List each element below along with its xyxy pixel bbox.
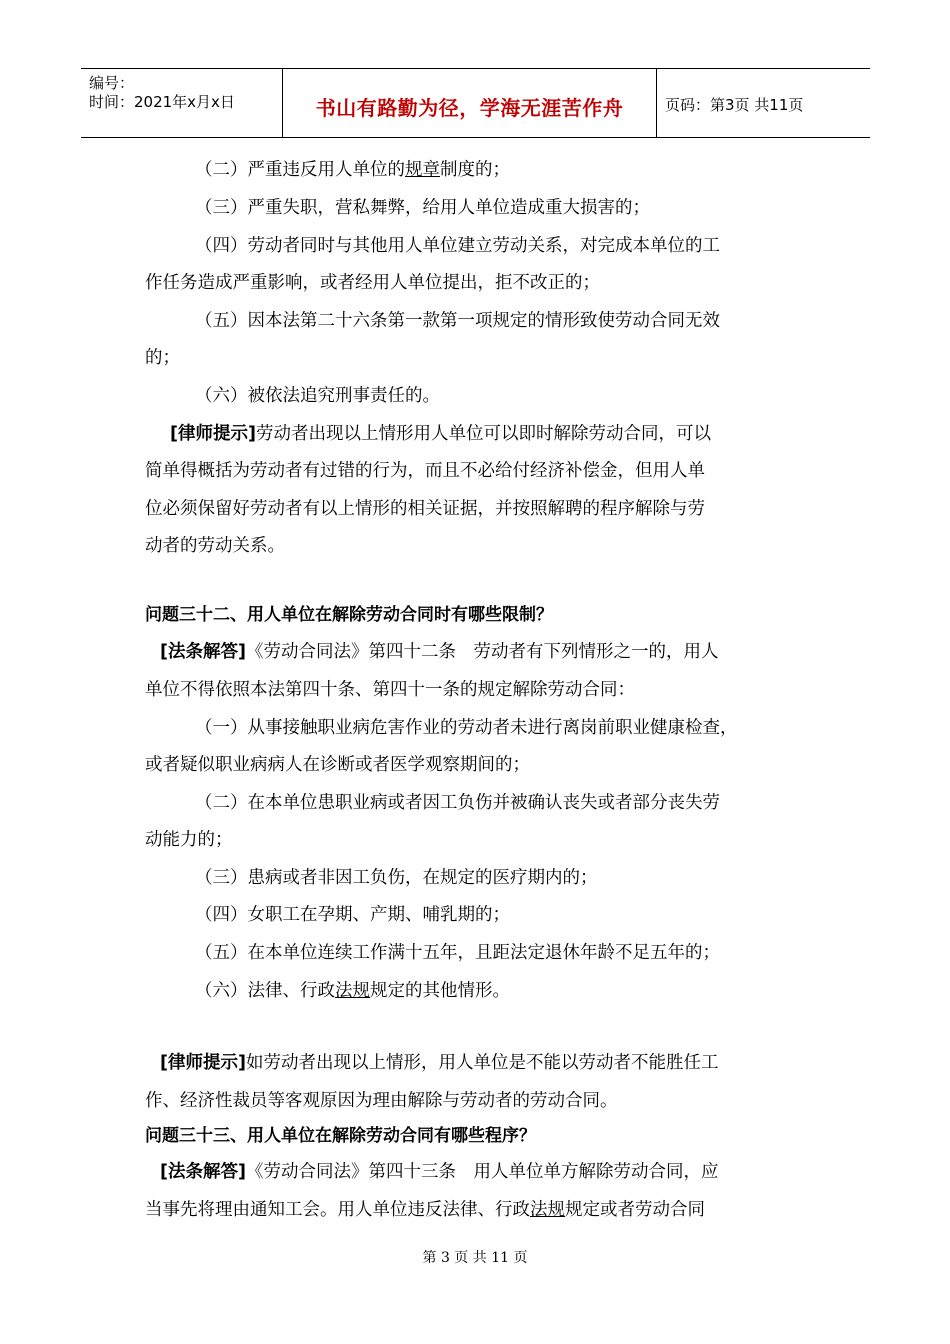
text-line: （五）在本单位连续工作满十五年，且距法定退休年龄不足五年的； bbox=[195, 943, 720, 963]
text-line: 的； bbox=[145, 348, 180, 368]
law-answer-label: [法条解答] bbox=[160, 642, 246, 662]
header-table bbox=[81, 68, 870, 138]
text-line: [法条解答]《劳动合同法》第四十二条 劳动者有下列情形之一的，用人 bbox=[160, 642, 719, 662]
text-line: 位必须保留好劳动者有以上情形的相关证据，并按照解聘的程序解除与劳 bbox=[145, 499, 705, 519]
document-date: 时间：2021年x月x日 bbox=[89, 93, 235, 111]
header-meta-cell bbox=[81, 69, 283, 137]
text-line: 当事先将理由通知工会。用人单位违反法律、行政法规规定或者劳动合同 bbox=[145, 1200, 705, 1220]
header-page-info: 页码：第3页 共11页 bbox=[665, 96, 804, 114]
question-heading: 问题三十三、用人单位在解除劳动合同有哪些程序？ bbox=[145, 1126, 536, 1146]
text-line: （二）在本单位患职业病或者因工负伤并被确认丧失或者部分丧失劳 bbox=[195, 793, 720, 813]
text-line: 动能力的； bbox=[145, 830, 233, 850]
text-line: （四）女职工在孕期、产期、哺乳期的； bbox=[195, 905, 510, 925]
law-answer-label: [法条解答] bbox=[160, 1162, 246, 1182]
text-line: 或者疑似职业病病人在诊断或者医学观察期间的； bbox=[145, 755, 530, 775]
underlined-term: 法规 bbox=[335, 981, 370, 1001]
document-number-label: 编号： bbox=[89, 74, 135, 92]
text-line: 简单得概括为劳动者有过错的行为，而且不必给付经济补偿金，但用人单 bbox=[145, 461, 705, 481]
lawyer-tip-label: [律师提示] bbox=[160, 1053, 246, 1073]
text-line: [律师提示]如劳动者出现以上情形，用人单位是不能以劳动者不能胜任工 bbox=[160, 1053, 719, 1073]
header-motto: 书山有路勤为径，学海无涯苦作舟 bbox=[315, 96, 624, 120]
text-line: （五）因本法第二十六条第一款第一项规定的情形致使劳动合同无效 bbox=[195, 311, 720, 331]
underlined-term: 规章 bbox=[405, 160, 440, 180]
text-line: [法条解答]《劳动合同法》第四十三条 用人单位单方解除劳动合同，应 bbox=[160, 1162, 719, 1182]
text-line: （三）严重失职，营私舞弊，给用人单位造成重大损害的； bbox=[195, 198, 650, 218]
text-line: 动者的劳动关系。 bbox=[145, 536, 285, 556]
page-footer: 第 3 页 共 11 页 bbox=[422, 1250, 528, 1266]
lawyer-tip-label: [律师提示] bbox=[170, 424, 256, 444]
header-motto-cell bbox=[283, 69, 657, 137]
text-line: 作、经济性裁员等客观原因为理由解除与劳动者的劳动合同。 bbox=[145, 1091, 618, 1111]
text-line: 单位不得依照本法第四十条、第四十一条的规定解除劳动合同： bbox=[145, 680, 635, 700]
header-page-cell bbox=[657, 69, 870, 137]
underlined-term: 法规 bbox=[530, 1200, 565, 1220]
text-line: （四）劳动者同时与其他用人单位建立劳动关系，对完成本单位的工 bbox=[195, 236, 720, 256]
text-line: 作任务造成严重影响，或者经用人单位提出，拒不改正的； bbox=[145, 273, 600, 293]
text-line: （六）被依法追究刑事责任的。 bbox=[195, 386, 440, 406]
text-line: （三）患病或者非因工负伤，在规定的医疗期内的； bbox=[195, 868, 598, 888]
question-heading: 问题三十二、用人单位在解除劳动合同时有哪些限制？ bbox=[145, 605, 553, 625]
text-line: （二）严重违反用人单位的规章制度的； bbox=[195, 160, 510, 180]
text-line: [律师提示]劳动者出现以上情形用人单位可以即时解除劳动合同，可以 bbox=[170, 424, 711, 444]
text-line: （六）法律、行政法规规定的其他情形。 bbox=[195, 981, 510, 1001]
text-line: （一）从事接触职业病危害作业的劳动者未进行离岗前职业健康检查， bbox=[195, 718, 738, 738]
